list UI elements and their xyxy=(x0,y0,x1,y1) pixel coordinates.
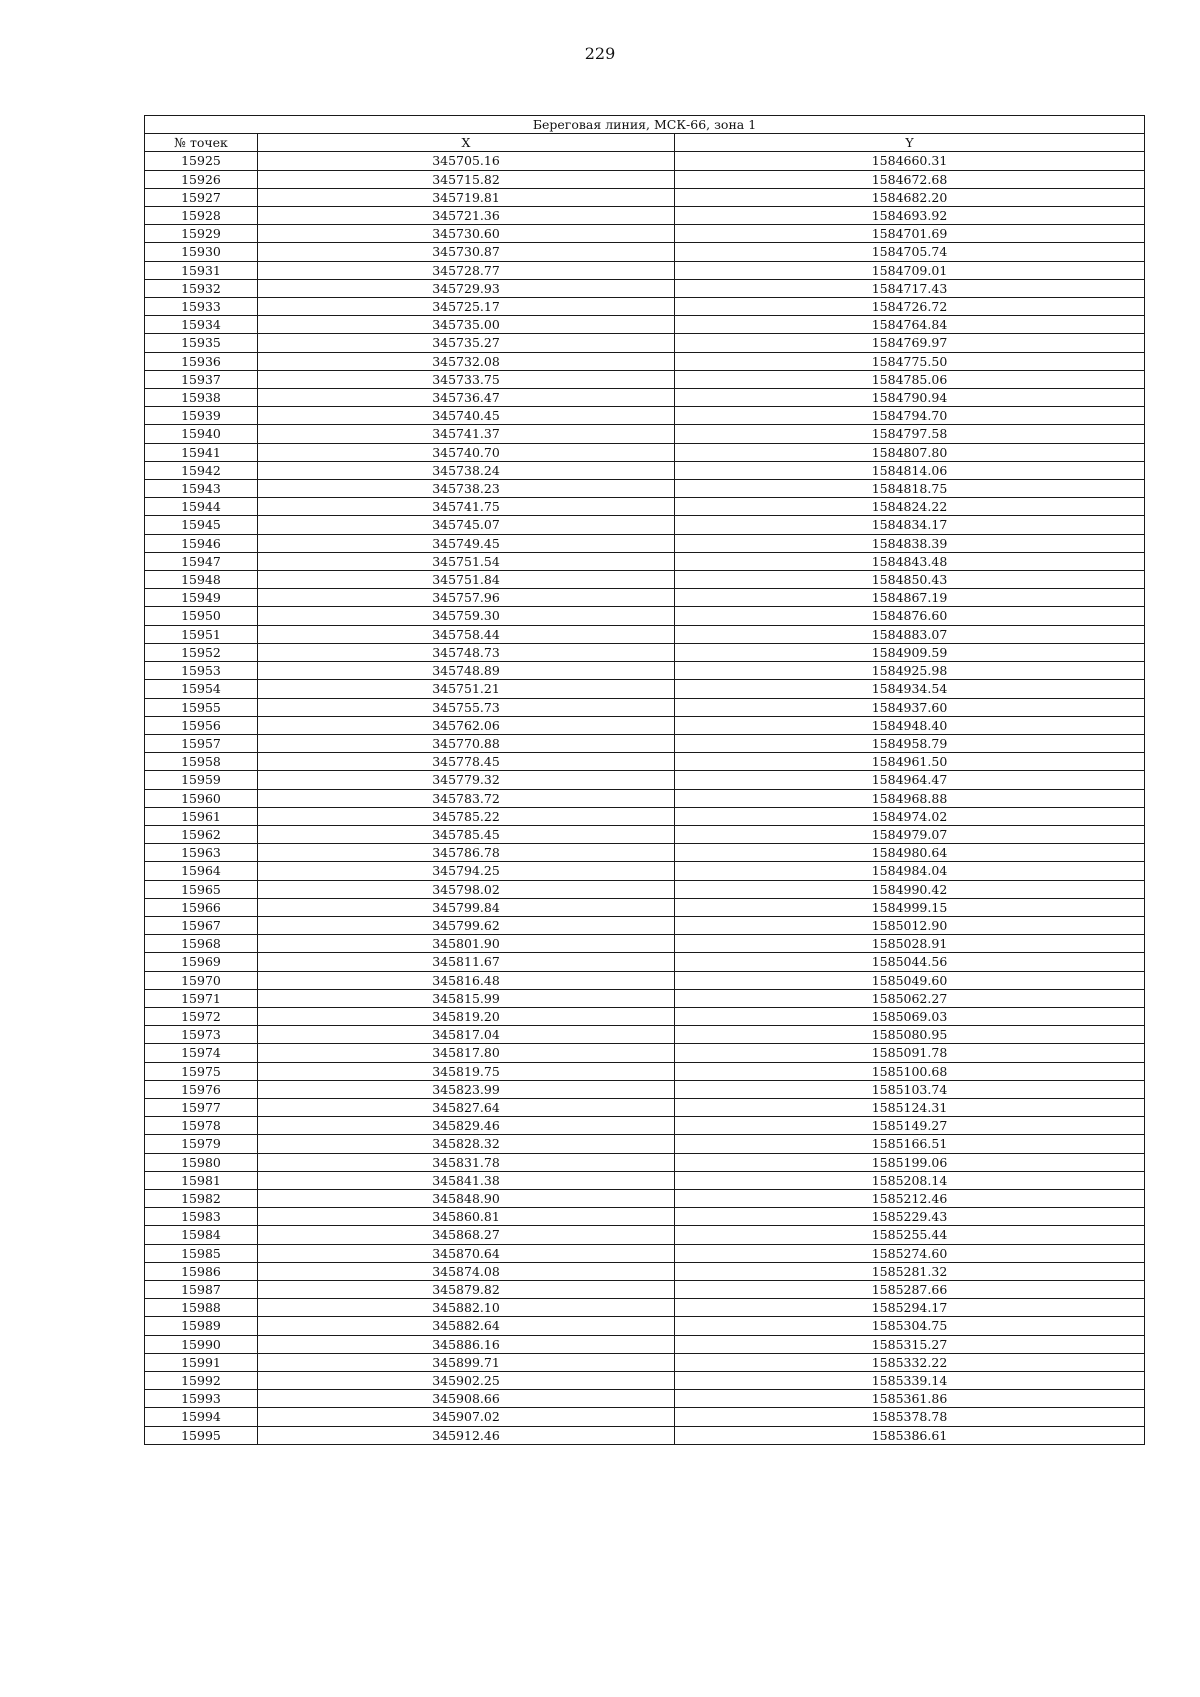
cell-y: 1585332.22 xyxy=(675,1353,1145,1371)
table-row xyxy=(145,589,1145,607)
cell-x: 345735.00 xyxy=(258,316,675,334)
cell-y: 1584717.43 xyxy=(675,279,1145,297)
cell-point-number: 15953 xyxy=(145,662,258,680)
cell-point-number: 15993 xyxy=(145,1390,258,1408)
cell-point-number: 15942 xyxy=(145,461,258,479)
cell-point-number: 15940 xyxy=(145,425,258,443)
cell-point-number: 15954 xyxy=(145,680,258,698)
cell-point-number: 15935 xyxy=(145,334,258,352)
page-number: 229 xyxy=(584,44,616,63)
cell-x: 345799.62 xyxy=(258,916,675,934)
cell-y: 1585339.14 xyxy=(675,1372,1145,1390)
cell-y: 1584794.70 xyxy=(675,407,1145,425)
cell-y: 1585012.90 xyxy=(675,916,1145,934)
cell-y: 1584660.31 xyxy=(675,152,1145,170)
cell-point-number: 15978 xyxy=(145,1117,258,1135)
cell-y: 1585149.27 xyxy=(675,1117,1145,1135)
cell-x: 345879.82 xyxy=(258,1281,675,1299)
cell-point-number: 15927 xyxy=(145,188,258,206)
table-row xyxy=(145,1262,1145,1280)
column-header-y: Y xyxy=(675,134,1145,152)
cell-y: 1585315.27 xyxy=(675,1335,1145,1353)
cell-point-number: 15989 xyxy=(145,1317,258,1335)
cell-y: 1584834.17 xyxy=(675,516,1145,534)
cell-x: 345732.08 xyxy=(258,352,675,370)
table-row xyxy=(145,643,1145,661)
cell-y: 1585212.46 xyxy=(675,1189,1145,1207)
cell-point-number: 15957 xyxy=(145,734,258,752)
table-row xyxy=(145,334,1145,352)
table-row xyxy=(145,207,1145,225)
cell-point-number: 15977 xyxy=(145,1098,258,1116)
cell-y: 1584785.06 xyxy=(675,370,1145,388)
cell-y: 1585124.31 xyxy=(675,1098,1145,1116)
table-row xyxy=(145,662,1145,680)
table-row xyxy=(145,807,1145,825)
cell-point-number: 15974 xyxy=(145,1044,258,1062)
table-row xyxy=(145,1062,1145,1080)
cell-point-number: 15967 xyxy=(145,916,258,934)
table-row xyxy=(145,1335,1145,1353)
table-row xyxy=(145,443,1145,461)
cell-point-number: 15938 xyxy=(145,389,258,407)
cell-x: 345729.93 xyxy=(258,279,675,297)
cell-x: 345738.23 xyxy=(258,480,675,498)
table-row xyxy=(145,680,1145,698)
table-row xyxy=(145,1135,1145,1153)
table-row xyxy=(145,498,1145,516)
table-row xyxy=(145,625,1145,643)
cell-x: 345828.32 xyxy=(258,1135,675,1153)
column-header-point-number: № точек xyxy=(145,134,258,152)
cell-point-number: 15994 xyxy=(145,1408,258,1426)
cell-x: 345757.96 xyxy=(258,589,675,607)
cell-y: 1585281.32 xyxy=(675,1262,1145,1280)
cell-x: 345735.27 xyxy=(258,334,675,352)
cell-y: 1584934.54 xyxy=(675,680,1145,698)
cell-point-number: 15952 xyxy=(145,643,258,661)
cell-point-number: 15947 xyxy=(145,552,258,570)
table-row xyxy=(145,1281,1145,1299)
cell-point-number: 15928 xyxy=(145,207,258,225)
table-row xyxy=(145,607,1145,625)
cell-y: 1584672.68 xyxy=(675,170,1145,188)
cell-y: 1584964.47 xyxy=(675,771,1145,789)
cell-y: 1585062.27 xyxy=(675,989,1145,1007)
table-row xyxy=(145,989,1145,1007)
cell-x: 345715.82 xyxy=(258,170,675,188)
cell-point-number: 15976 xyxy=(145,1080,258,1098)
table-row xyxy=(145,552,1145,570)
cell-x: 345827.64 xyxy=(258,1098,675,1116)
cell-y: 1585199.06 xyxy=(675,1153,1145,1171)
cell-point-number: 15939 xyxy=(145,407,258,425)
cell-x: 345736.47 xyxy=(258,389,675,407)
cell-y: 1585100.68 xyxy=(675,1062,1145,1080)
table-row xyxy=(145,1353,1145,1371)
table-row xyxy=(145,1080,1145,1098)
cell-point-number: 15937 xyxy=(145,370,258,388)
cell-point-number: 15988 xyxy=(145,1299,258,1317)
cell-point-number: 15934 xyxy=(145,316,258,334)
cell-x: 345815.99 xyxy=(258,989,675,1007)
cell-x: 345882.64 xyxy=(258,1317,675,1335)
cell-y: 1584961.50 xyxy=(675,753,1145,771)
table-row xyxy=(145,516,1145,534)
cell-x: 345770.88 xyxy=(258,734,675,752)
cell-x: 345908.66 xyxy=(258,1390,675,1408)
table-row xyxy=(145,1153,1145,1171)
cell-x: 345751.54 xyxy=(258,552,675,570)
cell-x: 345741.37 xyxy=(258,425,675,443)
cell-point-number: 15995 xyxy=(145,1426,258,1444)
cell-y: 1584790.94 xyxy=(675,389,1145,407)
table-row xyxy=(145,1317,1145,1335)
cell-x: 345811.67 xyxy=(258,953,675,971)
cell-x: 345740.70 xyxy=(258,443,675,461)
cell-y: 1585361.86 xyxy=(675,1390,1145,1408)
cell-point-number: 15926 xyxy=(145,170,258,188)
cell-point-number: 15968 xyxy=(145,935,258,953)
table-row xyxy=(145,370,1145,388)
cell-y: 1584867.19 xyxy=(675,589,1145,607)
cell-point-number: 15986 xyxy=(145,1262,258,1280)
cell-x: 345785.45 xyxy=(258,825,675,843)
cell-y: 1584843.48 xyxy=(675,552,1145,570)
cell-point-number: 15970 xyxy=(145,971,258,989)
cell-y: 1584705.74 xyxy=(675,243,1145,261)
table-row xyxy=(145,461,1145,479)
cell-x: 345868.27 xyxy=(258,1226,675,1244)
cell-y: 1585294.17 xyxy=(675,1299,1145,1317)
cell-point-number: 15932 xyxy=(145,279,258,297)
cell-y: 1585255.44 xyxy=(675,1226,1145,1244)
cell-x: 345907.02 xyxy=(258,1408,675,1426)
table-row xyxy=(145,188,1145,206)
table-row xyxy=(145,716,1145,734)
cell-point-number: 15958 xyxy=(145,753,258,771)
cell-y: 1584824.22 xyxy=(675,498,1145,516)
table-row xyxy=(145,1117,1145,1135)
table-row xyxy=(145,1390,1145,1408)
cell-x: 345819.20 xyxy=(258,1007,675,1025)
cell-x: 345783.72 xyxy=(258,789,675,807)
table-row xyxy=(145,971,1145,989)
cell-y: 1584958.79 xyxy=(675,734,1145,752)
cell-x: 345886.16 xyxy=(258,1335,675,1353)
cell-x: 345902.25 xyxy=(258,1372,675,1390)
cell-point-number: 15929 xyxy=(145,225,258,243)
table-row xyxy=(145,734,1145,752)
table-row xyxy=(145,1408,1145,1426)
cell-x: 345829.46 xyxy=(258,1117,675,1135)
cell-y: 1585028.91 xyxy=(675,935,1145,953)
table-row xyxy=(145,1299,1145,1317)
cell-point-number: 15959 xyxy=(145,771,258,789)
cell-y: 1585386.61 xyxy=(675,1426,1145,1444)
cell-x: 345759.30 xyxy=(258,607,675,625)
cell-x: 345778.45 xyxy=(258,753,675,771)
table-body xyxy=(145,152,1145,1444)
table-row xyxy=(145,844,1145,862)
cell-point-number: 15990 xyxy=(145,1335,258,1353)
cell-y: 1584709.01 xyxy=(675,261,1145,279)
cell-y: 1585080.95 xyxy=(675,1026,1145,1044)
table-row xyxy=(145,425,1145,443)
table-row xyxy=(145,916,1145,934)
table-row xyxy=(145,170,1145,188)
cell-x: 345741.75 xyxy=(258,498,675,516)
cell-y: 1584937.60 xyxy=(675,698,1145,716)
table-row xyxy=(145,389,1145,407)
cell-point-number: 15982 xyxy=(145,1189,258,1207)
table-row xyxy=(145,1007,1145,1025)
cell-point-number: 15983 xyxy=(145,1208,258,1226)
cell-x: 345870.64 xyxy=(258,1244,675,1262)
table-row xyxy=(145,480,1145,498)
cell-point-number: 15965 xyxy=(145,880,258,898)
table-row xyxy=(145,1226,1145,1244)
coordinates-table xyxy=(144,115,1145,1445)
cell-y: 1585166.51 xyxy=(675,1135,1145,1153)
cell-x: 345860.81 xyxy=(258,1208,675,1226)
cell-point-number: 15945 xyxy=(145,516,258,534)
cell-point-number: 15948 xyxy=(145,571,258,589)
table-title: Береговая линия, МСК-66, зона 1 xyxy=(145,116,1145,134)
cell-point-number: 15955 xyxy=(145,698,258,716)
table-row xyxy=(145,1372,1145,1390)
cell-point-number: 15946 xyxy=(145,534,258,552)
cell-y: 1584876.60 xyxy=(675,607,1145,625)
cell-y: 1584968.88 xyxy=(675,789,1145,807)
cell-x: 345785.22 xyxy=(258,807,675,825)
table-row xyxy=(145,1044,1145,1062)
table-row xyxy=(145,935,1145,953)
cell-x: 345725.17 xyxy=(258,298,675,316)
cell-x: 345719.81 xyxy=(258,188,675,206)
cell-x: 345751.84 xyxy=(258,571,675,589)
cell-y: 1585049.60 xyxy=(675,971,1145,989)
cell-point-number: 15961 xyxy=(145,807,258,825)
table-row xyxy=(145,1189,1145,1207)
cell-y: 1584850.43 xyxy=(675,571,1145,589)
cell-point-number: 15960 xyxy=(145,789,258,807)
table-title-row xyxy=(145,116,1145,134)
table-row xyxy=(145,753,1145,771)
cell-y: 1584883.07 xyxy=(675,625,1145,643)
cell-x: 345912.46 xyxy=(258,1426,675,1444)
cell-x: 345745.07 xyxy=(258,516,675,534)
cell-x: 345817.04 xyxy=(258,1026,675,1044)
cell-x: 345848.90 xyxy=(258,1189,675,1207)
cell-y: 1584693.92 xyxy=(675,207,1145,225)
table-row xyxy=(145,225,1145,243)
table-row xyxy=(145,825,1145,843)
table-row xyxy=(145,1026,1145,1044)
cell-point-number: 15966 xyxy=(145,898,258,916)
cell-point-number: 15949 xyxy=(145,589,258,607)
cell-x: 345730.87 xyxy=(258,243,675,261)
table-row xyxy=(145,407,1145,425)
cell-x: 345755.73 xyxy=(258,698,675,716)
cell-x: 345823.99 xyxy=(258,1080,675,1098)
cell-y: 1584925.98 xyxy=(675,662,1145,680)
cell-point-number: 15951 xyxy=(145,625,258,643)
table-row xyxy=(145,1098,1145,1116)
cell-point-number: 15992 xyxy=(145,1372,258,1390)
cell-point-number: 15975 xyxy=(145,1062,258,1080)
cell-x: 345762.06 xyxy=(258,716,675,734)
cell-x: 345721.36 xyxy=(258,207,675,225)
cell-y: 1584775.50 xyxy=(675,352,1145,370)
cell-x: 345730.60 xyxy=(258,225,675,243)
cell-point-number: 15973 xyxy=(145,1026,258,1044)
cell-point-number: 15941 xyxy=(145,443,258,461)
cell-point-number: 15930 xyxy=(145,243,258,261)
cell-x: 345748.73 xyxy=(258,643,675,661)
cell-x: 345798.02 xyxy=(258,880,675,898)
cell-point-number: 15969 xyxy=(145,953,258,971)
cell-point-number: 15956 xyxy=(145,716,258,734)
cell-point-number: 15931 xyxy=(145,261,258,279)
cell-point-number: 15980 xyxy=(145,1153,258,1171)
cell-x: 345816.48 xyxy=(258,971,675,989)
cell-y: 1584818.75 xyxy=(675,480,1145,498)
cell-y: 1584838.39 xyxy=(675,534,1145,552)
table-row xyxy=(145,352,1145,370)
table-row xyxy=(145,953,1145,971)
cell-point-number: 15985 xyxy=(145,1244,258,1262)
cell-point-number: 15963 xyxy=(145,844,258,862)
table-row xyxy=(145,880,1145,898)
cell-y: 1585378.78 xyxy=(675,1408,1145,1426)
cell-x: 345728.77 xyxy=(258,261,675,279)
cell-point-number: 15943 xyxy=(145,480,258,498)
cell-point-number: 15981 xyxy=(145,1171,258,1189)
cell-y: 1584807.80 xyxy=(675,443,1145,461)
table-row xyxy=(145,298,1145,316)
table-row xyxy=(145,698,1145,716)
cell-x: 345705.16 xyxy=(258,152,675,170)
cell-y: 1584974.02 xyxy=(675,807,1145,825)
cell-x: 345882.10 xyxy=(258,1299,675,1317)
table-row xyxy=(145,571,1145,589)
cell-y: 1584999.15 xyxy=(675,898,1145,916)
cell-y: 1584990.42 xyxy=(675,880,1145,898)
table-row xyxy=(145,316,1145,334)
cell-point-number: 15944 xyxy=(145,498,258,516)
table-row xyxy=(145,152,1145,170)
cell-x: 345758.44 xyxy=(258,625,675,643)
cell-point-number: 15936 xyxy=(145,352,258,370)
cell-y: 1585103.74 xyxy=(675,1080,1145,1098)
cell-y: 1584764.84 xyxy=(675,316,1145,334)
table-row xyxy=(145,898,1145,916)
cell-point-number: 15925 xyxy=(145,152,258,170)
table-row xyxy=(145,534,1145,552)
cell-x: 345801.90 xyxy=(258,935,675,953)
table-row xyxy=(145,1171,1145,1189)
cell-y: 1585274.60 xyxy=(675,1244,1145,1262)
table-row xyxy=(145,279,1145,297)
cell-y: 1585304.75 xyxy=(675,1317,1145,1335)
cell-y: 1584909.59 xyxy=(675,643,1145,661)
table-row xyxy=(145,1208,1145,1226)
table-row xyxy=(145,1244,1145,1262)
cell-y: 1584980.64 xyxy=(675,844,1145,862)
cell-y: 1584797.58 xyxy=(675,425,1145,443)
cell-x: 345874.08 xyxy=(258,1262,675,1280)
table-row xyxy=(145,1426,1145,1444)
cell-point-number: 15979 xyxy=(145,1135,258,1153)
cell-point-number: 15971 xyxy=(145,989,258,1007)
cell-x: 345733.75 xyxy=(258,370,675,388)
cell-y: 1584948.40 xyxy=(675,716,1145,734)
cell-point-number: 15950 xyxy=(145,607,258,625)
cell-x: 345779.32 xyxy=(258,771,675,789)
cell-y: 1584979.07 xyxy=(675,825,1145,843)
cell-y: 1585069.03 xyxy=(675,1007,1145,1025)
cell-x: 345751.21 xyxy=(258,680,675,698)
cell-point-number: 15987 xyxy=(145,1281,258,1299)
cell-y: 1584682.20 xyxy=(675,188,1145,206)
cell-x: 345748.89 xyxy=(258,662,675,680)
cell-point-number: 15962 xyxy=(145,825,258,843)
cell-x: 345786.78 xyxy=(258,844,675,862)
column-header-x: X xyxy=(258,134,675,152)
cell-x: 345899.71 xyxy=(258,1353,675,1371)
cell-y: 1584984.04 xyxy=(675,862,1145,880)
table-row xyxy=(145,771,1145,789)
cell-point-number: 15972 xyxy=(145,1007,258,1025)
cell-x: 345738.24 xyxy=(258,461,675,479)
cell-y: 1585229.43 xyxy=(675,1208,1145,1226)
table-row xyxy=(145,862,1145,880)
cell-point-number: 15964 xyxy=(145,862,258,880)
cell-x: 345817.80 xyxy=(258,1044,675,1062)
cell-y: 1584814.06 xyxy=(675,461,1145,479)
cell-point-number: 15984 xyxy=(145,1226,258,1244)
cell-x: 345841.38 xyxy=(258,1171,675,1189)
cell-x: 345794.25 xyxy=(258,862,675,880)
cell-y: 1584726.72 xyxy=(675,298,1145,316)
table-row xyxy=(145,789,1145,807)
table-row xyxy=(145,261,1145,279)
cell-x: 345819.75 xyxy=(258,1062,675,1080)
table-row xyxy=(145,243,1145,261)
cell-y: 1585044.56 xyxy=(675,953,1145,971)
table-header-row xyxy=(145,134,1145,152)
cell-y: 1585208.14 xyxy=(675,1171,1145,1189)
cell-y: 1585287.66 xyxy=(675,1281,1145,1299)
cell-point-number: 15933 xyxy=(145,298,258,316)
cell-point-number: 15991 xyxy=(145,1353,258,1371)
cell-x: 345740.45 xyxy=(258,407,675,425)
cell-y: 1584769.97 xyxy=(675,334,1145,352)
cell-x: 345799.84 xyxy=(258,898,675,916)
cell-y: 1585091.78 xyxy=(675,1044,1145,1062)
cell-x: 345749.45 xyxy=(258,534,675,552)
cell-x: 345831.78 xyxy=(258,1153,675,1171)
cell-y: 1584701.69 xyxy=(675,225,1145,243)
